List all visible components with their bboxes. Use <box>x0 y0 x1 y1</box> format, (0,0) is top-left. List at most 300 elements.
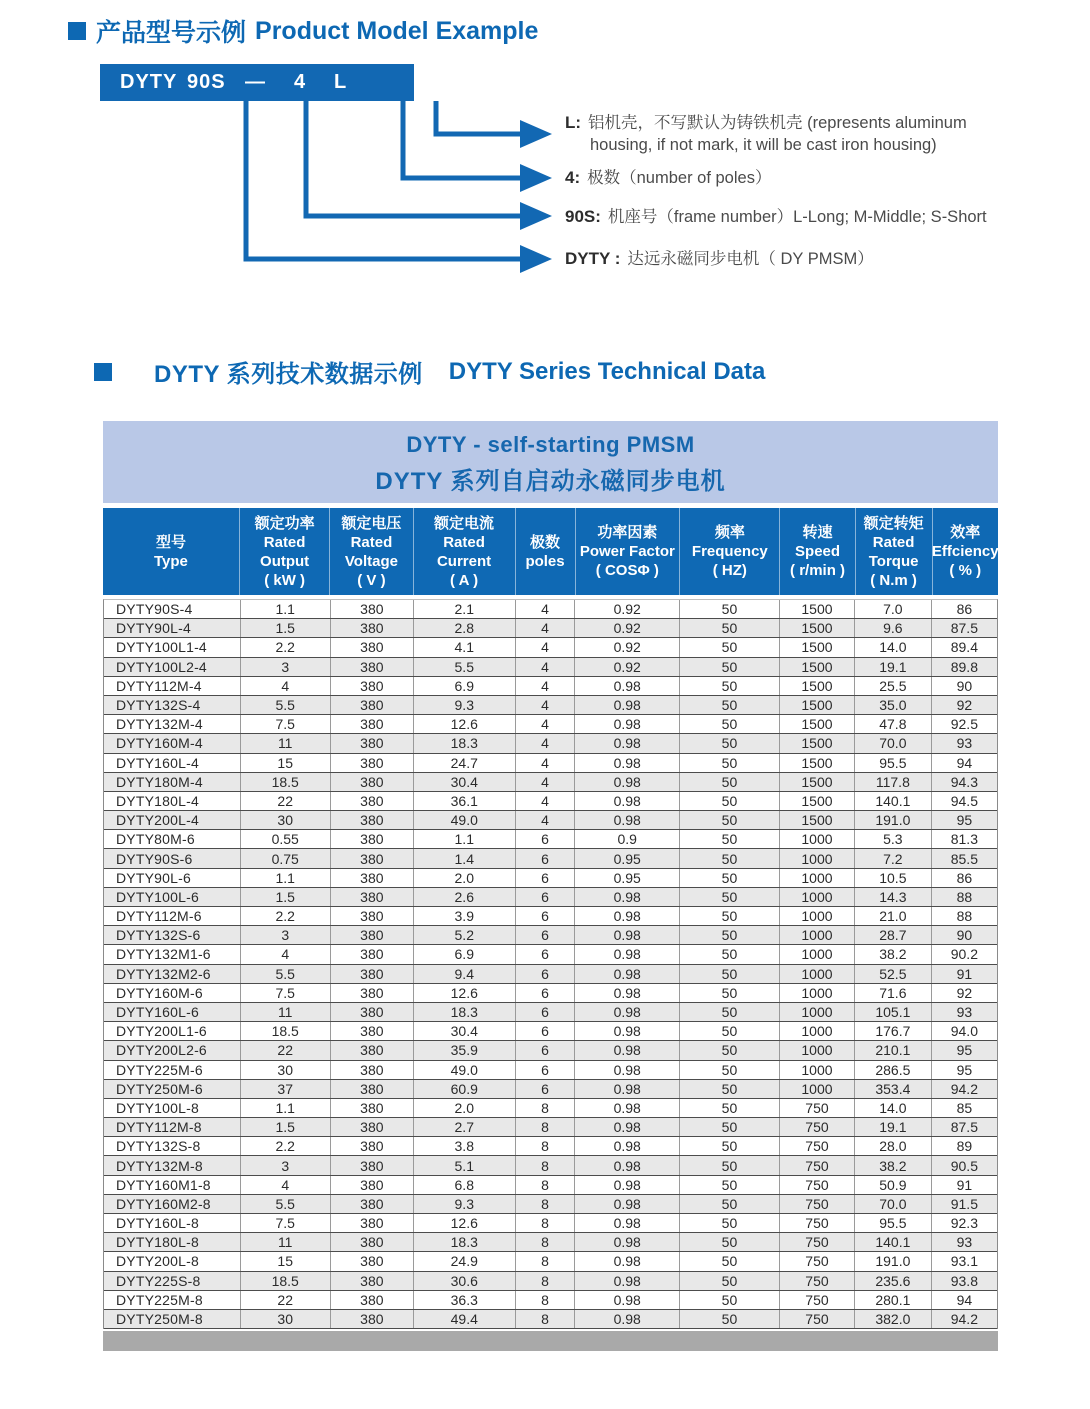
value-cell: 1000 <box>780 830 855 848</box>
value-cell: 6 <box>516 1022 576 1040</box>
model-part-poles: 4 <box>294 71 307 93</box>
value-cell: 0.98 <box>575 926 679 944</box>
connector-line <box>436 101 521 134</box>
model-part-frame: 90S <box>187 71 226 93</box>
value-cell: 18.3 <box>414 1003 516 1021</box>
table-row <box>104 658 997 677</box>
callout-prefix: 4: <box>565 168 581 187</box>
value-cell: 4 <box>516 677 576 695</box>
value-cell: 0.92 <box>575 619 679 637</box>
value-cell: 95 <box>956 1061 973 1078</box>
value-cell: 1.5 <box>241 1118 331 1136</box>
value-cell: 380 <box>331 869 414 887</box>
model-cell: DYTY200L-4 <box>104 811 241 829</box>
table-row <box>104 1310 997 1329</box>
column-header: 极数 poles <box>516 508 576 595</box>
table-row <box>104 1099 997 1118</box>
model-part-suffix: L <box>334 71 348 93</box>
value-cell: 86 <box>956 601 973 618</box>
model-cell: DYTY132M-4 <box>104 715 241 733</box>
callout-text: 极数（number of poles） <box>587 169 772 187</box>
model-cell: DYTY112M-8 <box>104 1118 241 1136</box>
value-cell: 210.1 <box>855 1041 932 1059</box>
value-cell: 8 <box>516 1214 576 1232</box>
model-cell: DYTY90L-6 <box>104 869 241 887</box>
value-cell: 7.5 <box>241 1214 331 1232</box>
table-row <box>104 1176 997 1195</box>
model-cell: DYTY160M1-8 <box>104 1176 241 1194</box>
value-cell: 6 <box>516 1003 576 1021</box>
value-cell: 38.2 <box>855 945 932 963</box>
value-cell: 6 <box>516 945 576 963</box>
value-cell: 6 <box>516 849 576 867</box>
value-cell: 380 <box>331 1176 414 1194</box>
value-cell: 0.98 <box>575 907 679 925</box>
value-cell: 1.5 <box>241 888 331 906</box>
model-part-brand: DYTY <box>120 71 178 93</box>
value-cell: 2.8 <box>414 619 516 637</box>
value-cell: 92.5 <box>950 716 978 733</box>
value-cell: 3 <box>241 658 331 676</box>
model-cell: DYTY225M-6 <box>104 1061 241 1079</box>
column-header: 额定转矩 Rated Torque ( N.m ) <box>856 508 933 595</box>
callout-text: 铝机壳，不写默认为铸铁机壳 (represents aluminum <box>588 114 967 132</box>
value-cell: 22 <box>241 1041 331 1059</box>
callout-text: 机座号（frame number）L-Long; M-Middle; S-Short <box>607 208 987 226</box>
callout-text-line2: housing, if not mark, it will be cast iron housing) <box>590 136 937 154</box>
value-cell: 0.98 <box>575 1041 679 1059</box>
value-cell: 8 <box>516 1310 576 1328</box>
model-cell: DYTY90S-6 <box>104 849 241 867</box>
value-cell: 70.0 <box>855 734 932 752</box>
value-cell: 90 <box>956 927 973 944</box>
value-cell: 380 <box>331 1156 414 1174</box>
value-cell: 50 <box>680 1252 780 1270</box>
value-cell: 50 <box>680 600 780 618</box>
value-cell: 380 <box>331 888 414 906</box>
value-cell: 89 <box>956 1138 973 1155</box>
value-cell: 140.1 <box>855 1233 932 1251</box>
value-cell: 1000 <box>780 1022 855 1040</box>
value-cell: 49.4 <box>414 1310 516 1328</box>
value-cell: 0.98 <box>575 1099 679 1117</box>
value-cell: 380 <box>331 1272 414 1290</box>
value-cell: 1500 <box>780 600 855 618</box>
value-cell: 380 <box>331 638 414 656</box>
value-cell: 0.98 <box>575 1003 679 1021</box>
section2-title-zh: DYTY 系列技术数据示例 <box>154 361 423 388</box>
model-cell: DYTY225M-8 <box>104 1291 241 1309</box>
value-cell: 4 <box>516 773 576 791</box>
table-row <box>104 1195 997 1214</box>
table-row <box>104 773 997 792</box>
value-cell: 1000 <box>780 926 855 944</box>
value-cell: 93.8 <box>950 1272 978 1289</box>
model-cell: DYTY200L1-6 <box>104 1022 241 1040</box>
value-cell: 382.0 <box>855 1310 932 1328</box>
table-row <box>104 830 997 849</box>
value-cell: 35.0 <box>855 696 932 714</box>
value-cell: 1.1 <box>241 869 331 887</box>
model-cell: DYTY225S-8 <box>104 1272 241 1290</box>
value-cell: 30 <box>241 1061 331 1079</box>
model-cell: DYTY160M-4 <box>104 734 241 752</box>
value-cell: 2.1 <box>414 600 516 618</box>
model-cell: DYTY90L-4 <box>104 619 241 637</box>
value-cell: 0.98 <box>575 811 679 829</box>
table-row <box>104 965 997 984</box>
value-cell: 18.5 <box>241 1272 331 1290</box>
value-cell: 36.1 <box>414 792 516 810</box>
value-cell: 380 <box>331 1080 414 1098</box>
value-cell: 7.5 <box>241 984 331 1002</box>
value-cell: 50 <box>680 734 780 752</box>
value-cell: 38.2 <box>855 1156 932 1174</box>
value-cell: 49.0 <box>414 1061 516 1079</box>
value-cell: 1500 <box>780 773 855 791</box>
model-cell: DYTY180M-4 <box>104 773 241 791</box>
value-cell: 11 <box>241 1003 331 1021</box>
arrow-right-icon <box>520 245 552 273</box>
value-cell: 50 <box>680 1099 780 1117</box>
value-cell: 25.5 <box>855 677 932 695</box>
model-cell: DYTY250M-8 <box>104 1310 241 1328</box>
model-cell: DYTY132S-6 <box>104 926 241 944</box>
section1-title <box>68 13 538 49</box>
value-cell: 93 <box>956 1234 973 1251</box>
model-cell: DYTY160M-6 <box>104 984 241 1002</box>
value-cell: 50 <box>680 849 780 867</box>
column-header: 效率 Effciency ( % ) <box>931 524 999 579</box>
value-cell: 4 <box>516 696 576 714</box>
callout-frame-number <box>565 206 987 228</box>
table-row <box>104 1061 997 1080</box>
column-header: 转速 Speed ( r/min ) <box>780 508 855 595</box>
value-cell: 8 <box>516 1272 576 1290</box>
table-row <box>104 600 997 619</box>
table-title-band <box>103 421 998 503</box>
value-cell: 5.5 <box>414 658 516 676</box>
value-cell: 5.5 <box>241 696 331 714</box>
value-cell: 1500 <box>780 638 855 656</box>
value-cell: 0.55 <box>241 830 331 848</box>
value-cell: 6 <box>516 907 576 925</box>
value-cell: 0.98 <box>575 1137 679 1155</box>
value-cell: 1500 <box>780 792 855 810</box>
model-cell: DYTY100L-8 <box>104 1099 241 1117</box>
value-cell: 85.5 <box>950 850 978 867</box>
value-cell: 8 <box>516 1233 576 1251</box>
value-cell: 50.9 <box>855 1176 932 1194</box>
value-cell: 71.6 <box>855 984 932 1002</box>
value-cell: 0.98 <box>575 888 679 906</box>
value-cell: 4 <box>516 600 576 618</box>
value-cell: 6 <box>516 869 576 887</box>
value-cell: 750 <box>780 1310 855 1328</box>
value-cell: 15 <box>241 1252 331 1270</box>
value-cell: 37 <box>241 1080 331 1098</box>
value-cell: 50 <box>680 1214 780 1232</box>
value-cell: 0.98 <box>575 1233 679 1251</box>
value-cell: 50 <box>680 907 780 925</box>
value-cell: 50 <box>680 1233 780 1251</box>
value-cell: 28.7 <box>855 926 932 944</box>
value-cell: 0.98 <box>575 792 679 810</box>
value-cell: 6 <box>516 984 576 1002</box>
value-cell: 1000 <box>780 1003 855 1021</box>
value-cell: 90.2 <box>950 946 978 963</box>
value-cell: 95.5 <box>855 754 932 772</box>
table-row <box>104 1291 997 1310</box>
value-cell: 0.98 <box>575 1156 679 1174</box>
value-cell: 19.1 <box>855 1118 932 1136</box>
value-cell: 21.0 <box>855 907 932 925</box>
value-cell: 60.9 <box>414 1080 516 1098</box>
value-cell: 380 <box>331 1252 414 1270</box>
value-cell: 750 <box>780 1233 855 1251</box>
value-cell: 380 <box>331 1214 414 1232</box>
value-cell: 6 <box>516 888 576 906</box>
value-cell: 52.5 <box>855 965 932 983</box>
value-cell: 94.5 <box>950 792 978 809</box>
model-cell: DYTY180L-4 <box>104 792 241 810</box>
value-cell: 14.0 <box>855 638 932 656</box>
value-cell: 1500 <box>780 811 855 829</box>
value-cell: 9.3 <box>414 696 516 714</box>
value-cell: 94.2 <box>950 1080 978 1097</box>
value-cell: 0.75 <box>241 849 331 867</box>
value-cell: 8 <box>516 1156 576 1174</box>
value-cell: 88 <box>956 908 973 925</box>
table-row <box>104 945 997 964</box>
value-cell: 4 <box>516 715 576 733</box>
value-cell: 0.98 <box>575 965 679 983</box>
value-cell: 50 <box>680 773 780 791</box>
value-cell: 0.98 <box>575 715 679 733</box>
value-cell: 2.2 <box>241 907 331 925</box>
value-cell: 3.8 <box>414 1137 516 1155</box>
value-cell: 86 <box>956 869 973 886</box>
table-row <box>104 677 997 696</box>
column-header: 功率因素 Power Factor ( COSΦ ) <box>576 508 681 595</box>
value-cell: 1000 <box>780 1080 855 1098</box>
value-cell: 50 <box>680 869 780 887</box>
value-cell: 750 <box>780 1195 855 1213</box>
value-cell: 50 <box>680 945 780 963</box>
value-cell: 380 <box>331 792 414 810</box>
value-cell: 1500 <box>780 619 855 637</box>
value-cell: 380 <box>331 1022 414 1040</box>
value-cell: 12.6 <box>414 715 516 733</box>
table-row <box>104 754 997 773</box>
value-cell: 1500 <box>780 734 855 752</box>
value-cell: 4 <box>516 638 576 656</box>
value-cell: 24.7 <box>414 754 516 772</box>
value-cell: 9.6 <box>855 619 932 637</box>
value-cell: 18.5 <box>241 1022 331 1040</box>
value-cell: 50 <box>680 658 780 676</box>
value-cell: 1000 <box>780 907 855 925</box>
value-cell: 380 <box>331 677 414 695</box>
table-body <box>103 599 998 1329</box>
column-header: 额定电流 Rated Current ( A ) <box>414 508 516 595</box>
model-cell: DYTY112M-4 <box>104 677 241 695</box>
value-cell: 89.4 <box>950 639 978 656</box>
value-cell: 93 <box>956 735 973 752</box>
value-cell: 105.1 <box>855 1003 932 1021</box>
value-cell: 50 <box>680 1176 780 1194</box>
model-cell: DYTY132M1-6 <box>104 945 241 963</box>
table-row <box>104 638 997 657</box>
value-cell: 380 <box>331 965 414 983</box>
value-cell: 4 <box>516 754 576 772</box>
value-cell: 5.1 <box>414 1156 516 1174</box>
callout-prefix: L: <box>565 113 582 132</box>
table-row <box>104 926 997 945</box>
value-cell: 50 <box>680 696 780 714</box>
value-cell: 3 <box>241 1156 331 1174</box>
table-row <box>104 1233 997 1252</box>
model-connector-diagram <box>100 101 560 281</box>
model-cell: DYTY132M2-6 <box>104 965 241 983</box>
value-cell: 30 <box>241 811 331 829</box>
value-cell: 87.5 <box>950 1119 978 1136</box>
value-cell: 50 <box>680 1195 780 1213</box>
value-cell: 89.8 <box>950 658 978 675</box>
model-cell: DYTY90S-4 <box>104 600 241 618</box>
value-cell: 90 <box>956 677 973 694</box>
value-cell: 49.0 <box>414 811 516 829</box>
value-cell: 0.98 <box>575 773 679 791</box>
value-cell: 1000 <box>780 945 855 963</box>
value-cell: 0.95 <box>575 849 679 867</box>
value-cell: 380 <box>331 600 414 618</box>
callout-prefix: 90S: <box>565 207 601 226</box>
table-row <box>104 619 997 638</box>
value-cell: 2.2 <box>241 638 331 656</box>
value-cell: 95.5 <box>855 1214 932 1232</box>
value-cell: 380 <box>331 811 414 829</box>
value-cell: 1000 <box>780 965 855 983</box>
value-cell: 1.5 <box>241 619 331 637</box>
model-cell: DYTY160L-4 <box>104 754 241 772</box>
value-cell: 6 <box>516 965 576 983</box>
value-cell: 10.5 <box>855 869 932 887</box>
value-cell: 380 <box>331 754 414 772</box>
model-cell: DYTY200L-8 <box>104 1252 241 1270</box>
value-cell: 8 <box>516 1252 576 1270</box>
value-cell: 0.98 <box>575 984 679 1002</box>
value-cell: 85 <box>956 1099 973 1116</box>
value-cell: 50 <box>680 754 780 772</box>
value-cell: 380 <box>331 1137 414 1155</box>
value-cell: 92.3 <box>950 1215 978 1232</box>
value-cell: 750 <box>780 1214 855 1232</box>
value-cell: 280.1 <box>855 1291 932 1309</box>
value-cell: 11 <box>241 734 331 752</box>
value-cell: 50 <box>680 715 780 733</box>
table-row <box>104 715 997 734</box>
value-cell: 15 <box>241 754 331 772</box>
value-cell: 30.4 <box>414 773 516 791</box>
value-cell: 0.92 <box>575 600 679 618</box>
value-cell: 191.0 <box>855 811 932 829</box>
value-cell: 6.9 <box>414 945 516 963</box>
value-cell: 30.6 <box>414 1272 516 1290</box>
model-cell: DYTY112M-6 <box>104 907 241 925</box>
value-cell: 91 <box>956 965 973 982</box>
table-row <box>104 1022 997 1041</box>
table-row <box>104 1080 997 1099</box>
value-cell: 8 <box>516 1099 576 1117</box>
value-cell: 22 <box>241 792 331 810</box>
value-cell: 1500 <box>780 754 855 772</box>
value-cell: 14.0 <box>855 1099 932 1117</box>
model-cell: DYTY160L-6 <box>104 1003 241 1021</box>
arrow-right-icon <box>520 120 552 148</box>
value-cell: 0.98 <box>575 1080 679 1098</box>
value-cell: 88 <box>956 888 973 905</box>
value-cell: 6 <box>516 926 576 944</box>
table-header-row <box>103 508 998 595</box>
value-cell: 117.8 <box>855 773 932 791</box>
value-cell: 36.3 <box>414 1291 516 1309</box>
value-cell: 380 <box>331 1099 414 1117</box>
callout-poles <box>565 167 771 189</box>
value-cell: 353.4 <box>855 1080 932 1098</box>
table-row <box>104 1214 997 1233</box>
value-cell: 140.1 <box>855 792 932 810</box>
value-cell: 1500 <box>780 658 855 676</box>
value-cell: 30 <box>241 1310 331 1328</box>
value-cell: 18.5 <box>241 773 331 791</box>
value-cell: 1000 <box>780 849 855 867</box>
value-cell: 50 <box>680 1156 780 1174</box>
section2-title <box>94 354 765 389</box>
value-cell: 0.98 <box>575 1310 679 1328</box>
value-cell: 235.6 <box>855 1272 932 1290</box>
value-cell: 50 <box>680 619 780 637</box>
value-cell: 7.0 <box>855 600 932 618</box>
value-cell: 91.5 <box>950 1195 978 1212</box>
bullet-square-icon <box>94 363 112 381</box>
value-cell: 380 <box>331 907 414 925</box>
value-cell: 380 <box>331 1061 414 1079</box>
value-cell: 90.5 <box>950 1157 978 1174</box>
value-cell: 95 <box>956 1042 973 1059</box>
value-cell: 1.1 <box>241 600 331 618</box>
table-row <box>104 1252 997 1271</box>
value-cell: 24.9 <box>414 1252 516 1270</box>
value-cell: 0.98 <box>575 754 679 772</box>
value-cell: 380 <box>331 696 414 714</box>
value-cell: 12.6 <box>414 1214 516 1232</box>
value-cell: 50 <box>680 1080 780 1098</box>
value-cell: 50 <box>680 1137 780 1155</box>
model-cell: DYTY132S-8 <box>104 1137 241 1155</box>
value-cell: 50 <box>680 792 780 810</box>
value-cell: 3 <box>241 926 331 944</box>
model-cell: DYTY100L1-4 <box>104 638 241 656</box>
value-cell: 1000 <box>780 869 855 887</box>
table-row <box>104 869 997 888</box>
value-cell: 28.0 <box>855 1137 932 1155</box>
value-cell: 4 <box>516 811 576 829</box>
value-cell: 50 <box>680 638 780 656</box>
value-cell: 1.1 <box>241 1099 331 1117</box>
table-row <box>104 1003 997 1022</box>
value-cell: 750 <box>780 1272 855 1290</box>
